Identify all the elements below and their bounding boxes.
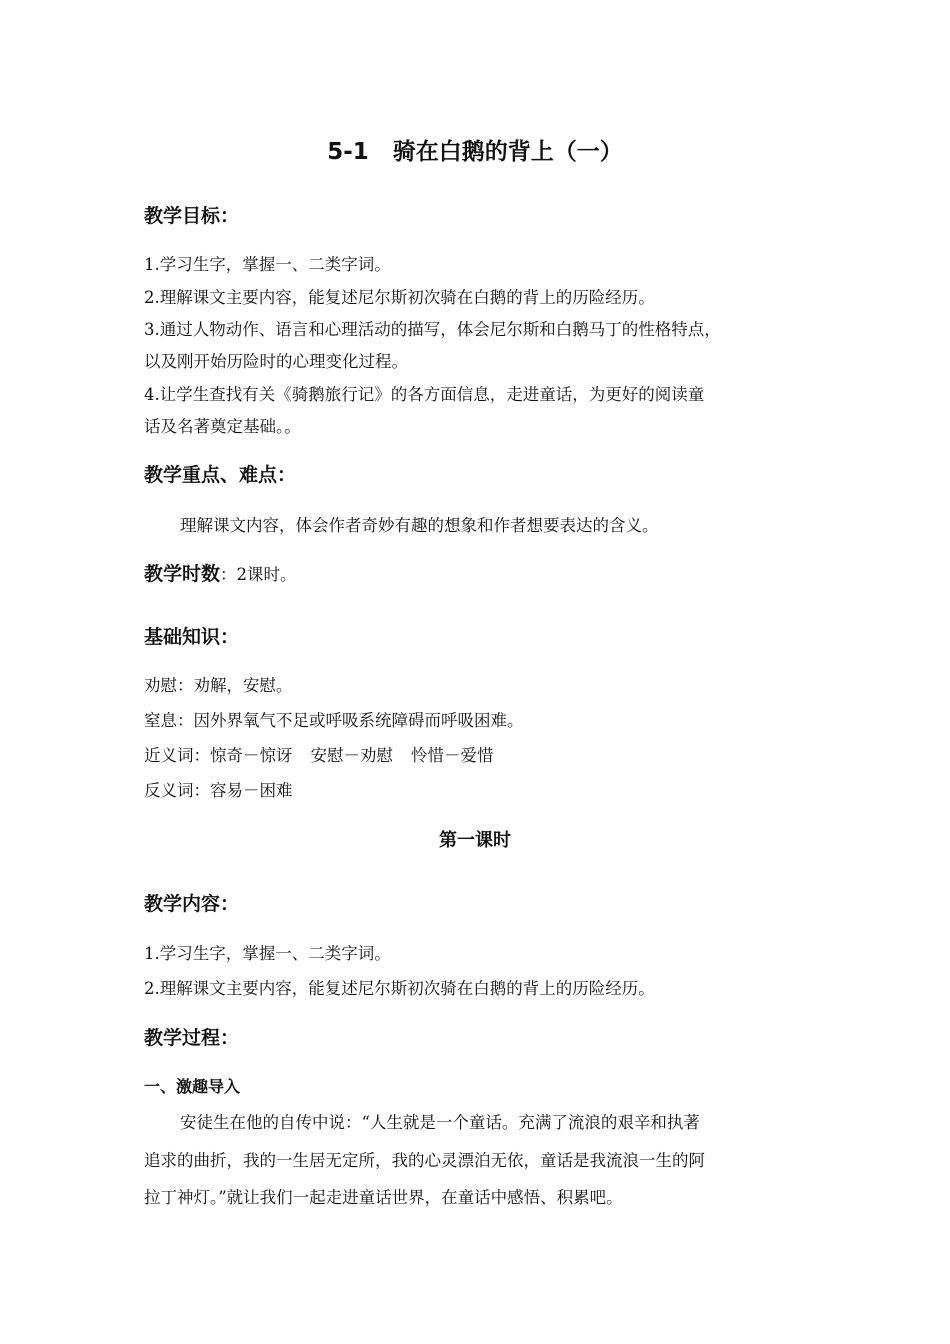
content-line: 1.学习生字，掌握一、二类字词。	[144, 944, 391, 963]
basics-heading: 基础知识：	[144, 626, 240, 648]
objective-line: 1.学习生字，掌握一、二类字词。	[144, 255, 391, 274]
teaching-hours-label: 教学时数	[144, 563, 221, 585]
step-one-line: 安徒生在他的自传中说：“人生就是一个童话。充满了流浪的艰辛和执著	[180, 1113, 700, 1132]
basics-line: 窒息：因外界氧气不足或呼吸系统障碍而呼吸困难。	[144, 711, 524, 730]
antonyms-line: 反义词：容易－困难	[144, 781, 293, 800]
content-heading: 教学内容：	[144, 893, 240, 915]
step-one-line: 拉丁神灯。”就让我们一起走进童话世界，在童话中感悟、积累吧。	[144, 1188, 623, 1207]
teaching-hours	[144, 561, 804, 588]
step-one-line: 追求的曲折，我的一生居无定所，我的心灵漂泊无依，童话是我流浪一生的阿	[144, 1151, 705, 1170]
teaching-hours-value: ：2课时。	[220, 565, 297, 584]
objective-line: 以及刚开始历险时的心理变化过程。	[144, 352, 408, 371]
process-heading: 教学过程：	[144, 1027, 240, 1049]
page-title	[0, 137, 950, 167]
lesson-one-heading: 第一课时	[439, 830, 511, 851]
objectives-heading: 教学目标：	[144, 205, 240, 227]
key-points-heading: 教学重点、难点：	[144, 464, 297, 486]
basics-line: 劝慰：劝解，安慰。	[144, 676, 293, 695]
synonyms-label: 近义词：	[144, 746, 210, 765]
objective-line: 2.理解课文主要内容，能复述尼尔斯初次骑在白鹅的背上的历险经历。	[144, 288, 655, 307]
synonyms-line	[144, 744, 804, 768]
content-line: 2.理解课文主要内容，能复述尼尔斯初次骑在白鹅的背上的历险经历。	[144, 979, 655, 998]
synonym-pair: 怜惜－爱惜	[411, 746, 494, 765]
lesson-code: 5-1	[327, 139, 369, 165]
step-one-heading: 一、激趣导入	[144, 1077, 241, 1096]
synonym-pair: 安慰－劝慰	[310, 746, 393, 765]
objective-line: 4.让学生查找有关《骑鹅旅行记》的各方面信息，走进童话，为更好的阅读童	[144, 385, 705, 404]
synonym-pair: 惊奇－惊讶	[210, 746, 293, 765]
lesson-title: 骑在白鹅的背上（一）	[392, 139, 623, 165]
objective-line: 话及名著奠定基础。。	[144, 417, 301, 436]
key-points-text: 理解课文内容，体会作者奇妙有趣的想象和作者想要表达的含义。	[180, 516, 659, 535]
objective-line: 3.通过人物动作、语言和心理活动的描写，体会尼尔斯和白鹅马丁的性格特点，	[144, 320, 721, 339]
